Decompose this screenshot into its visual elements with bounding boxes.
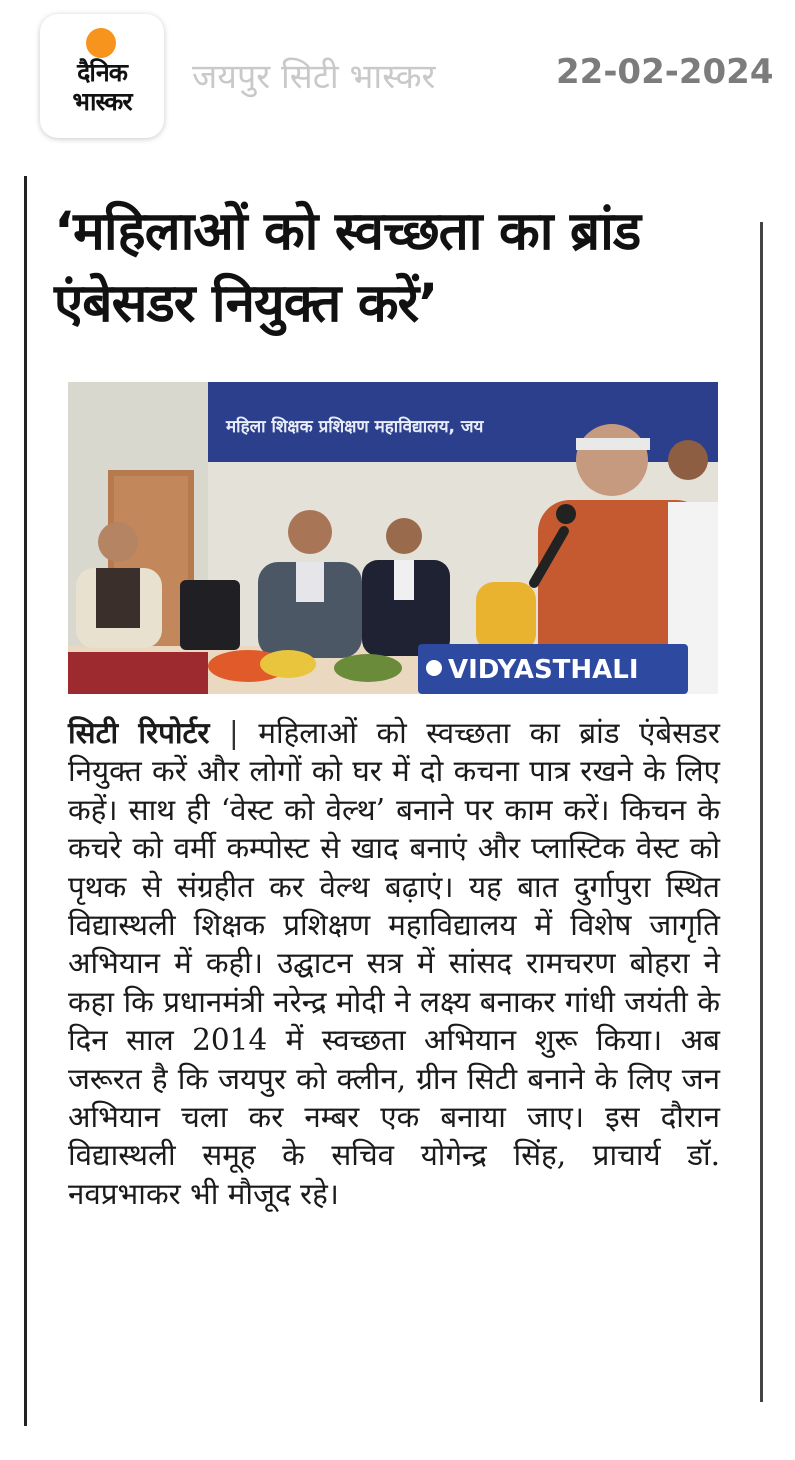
newspaper-clipping [24, 176, 766, 1446]
article-photo [68, 382, 718, 694]
logo-line-2: भास्कर [72, 87, 132, 116]
logo-line-1: दैनिक [77, 58, 127, 87]
article-body-text: महिलाओं को स्वच्छता का ब्रांड एंबेसडर नियुक्त करें और लोगों को घर में दो कचना पात्र रखने के लिए कहें। साथ ही ‘वेस्ट को वेल्थ’ बनाने पर काम करें। किचन के कचरे को वर्मी कम्पोस्ट से खाद बनाएं और प्लास्टिक वेस्ट को पृथक से संग्रहीत कर वेल्थ बढ़ाएं। यह बात दुर्गापुरा स्थित विद्यास्थली शिक्षक प्रशिक्षण महाविद्यालय में विशेष जागृति अभियान में कही। उद्घाटन सत्र में सांसद रामचरण बोहरा ने कहा कि प्रधानमंत्री नरेन्द्र मोदी ने लक्ष्य बनाकर गांधी जयंती के दिन साल 2014 में स्वच्छता अभियान शुरू किया। अब जरूरत है कि जयपुर को क्लीन, ग्रीन सिटी बनाने के लिए जन अभियान चला कर नम्बर एक बनाया जाए। इस दौरान विद्यास्थली समूह के सचिव योगेन्द्र सिंह, प्राचार्य डॉ. नवप्रभाकर भी मौजूद रहे। [68, 716, 720, 1211]
app-header [0, 0, 795, 150]
edition-date: 22-02-2024 [556, 52, 774, 92]
column-rule-right [760, 222, 763, 1402]
byline-separator: | [228, 716, 239, 750]
byline: सिटी रिपोर्टर [68, 715, 210, 750]
edition-name: जयपुर सिटी भास्कर [192, 57, 436, 97]
dainik-bhaskar-logo[interactable] [40, 14, 164, 138]
photo-sign-text: VIDYASTHALI [448, 655, 639, 685]
logo-wordmark [40, 58, 164, 116]
column-rule-left [24, 176, 27, 1426]
article-headline: ‘महिलाओं को स्वच्छता का ब्रांड एंबेसडर नियुक्त करें’ [54, 201, 641, 334]
article-body [68, 714, 720, 1213]
photo-banner-text: महिला शिक्षक प्रशिक्षण महाविद्यालय, जय [226, 417, 484, 437]
logo-sun-icon [86, 28, 116, 58]
